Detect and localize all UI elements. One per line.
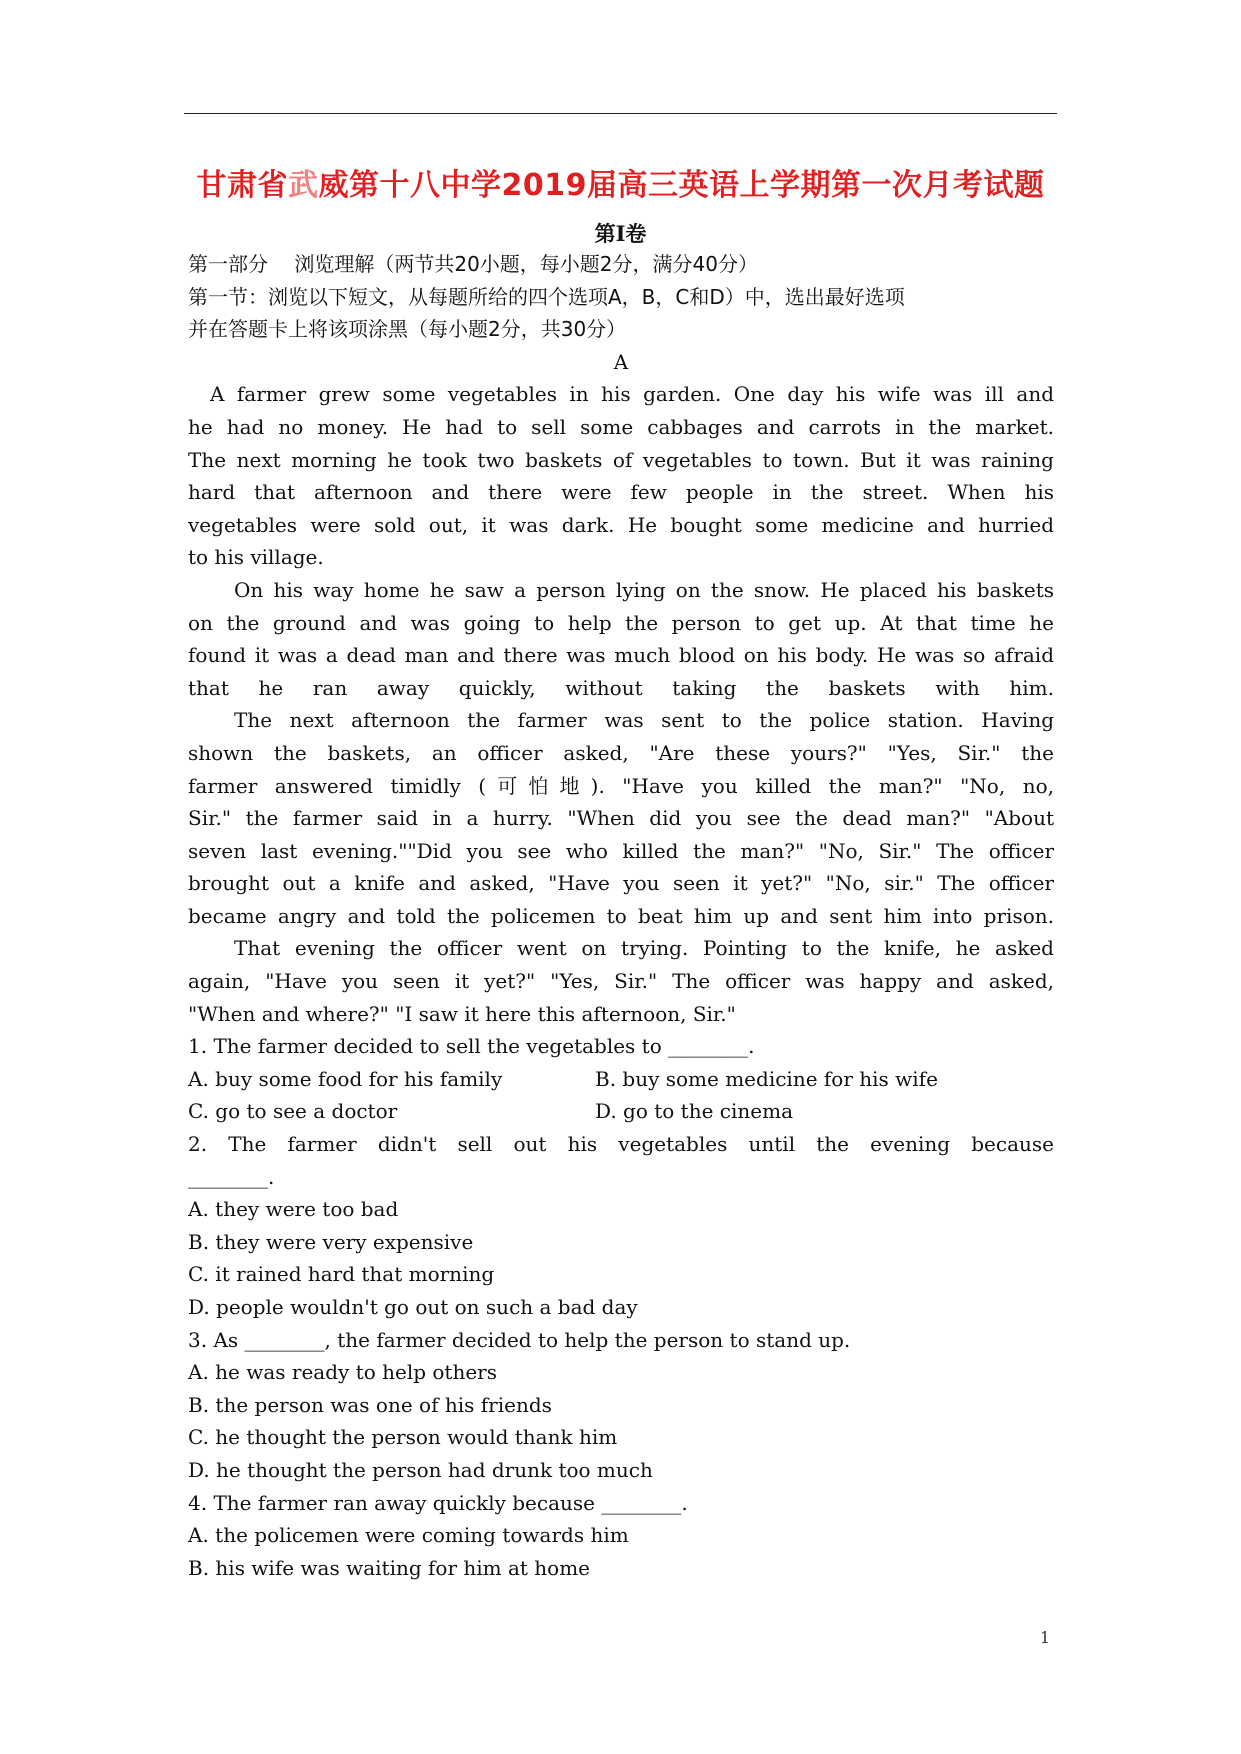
passage-line: became angry and told the policemen to beat him up and sent him into prison. bbox=[188, 903, 1054, 928]
top-rule bbox=[184, 113, 1057, 114]
passage-line: hard that afternoon and there were few people in the street. When his bbox=[188, 480, 1054, 505]
passage-line: "When and where?" "I saw it here this afternoon, Sir." bbox=[188, 1001, 736, 1026]
passage-line: he had no money. He had to sell some cabbages and carrots in the market. bbox=[188, 414, 1054, 439]
exam-content bbox=[188, 248, 1054, 1584]
passage-line: again, "Have you seen it yet?" "Yes, Sir." The officer was happy and asked, bbox=[188, 969, 1054, 994]
question-1 bbox=[188, 1030, 1054, 1128]
passage-line: seven last evening.""Did you see who killed the man?" "No, Sir." The officer bbox=[188, 838, 1054, 863]
question-stem: 1. The farmer decided to sell the vegetables to ________. bbox=[188, 1034, 755, 1059]
passage-line: on the ground and was going to help the person to get up. At that time he bbox=[188, 610, 1054, 635]
option-a: A. buy some food for his family bbox=[188, 1066, 503, 1091]
part1-instruction: 第一部分 浏览理解（两节共20小题，每小题2分，满分40分） bbox=[188, 252, 758, 276]
passage-line: Sir." the farmer said in a hurry. "When did you see the dead man?" "About bbox=[188, 806, 1054, 831]
option-a: A. he was ready to help others bbox=[188, 1360, 498, 1385]
question-stem: 3. As ________, the farmer decided to help the person to stand up. bbox=[188, 1327, 851, 1352]
option-b: B. they were very expensive bbox=[188, 1229, 474, 1254]
passage-line: found it was a dead man and there was much blood on his body. He was so afraid bbox=[188, 643, 1054, 668]
option-c: C. it rained hard that morning bbox=[188, 1262, 495, 1287]
exam-title bbox=[184, 160, 1057, 204]
option-a: A. they were too bad bbox=[188, 1197, 399, 1222]
title-part1: 甘肃省 bbox=[196, 168, 288, 203]
option-b: B. the person was one of his friends bbox=[188, 1392, 552, 1417]
question-stem: 2. The farmer didn't sell out his vegetables until the evening because bbox=[188, 1132, 1054, 1157]
passage-line: That evening the officer went on trying. Pointing to the knife, he asked bbox=[234, 936, 1054, 961]
passage-label: A bbox=[613, 349, 629, 374]
section1-instruction-line2: 并在答题卡上将该项涂黑（每小题2分，共30分） bbox=[188, 317, 627, 342]
volume-heading: 第Ⅰ卷 bbox=[594, 221, 647, 246]
option-d: D. he thought the person had drunk too much bbox=[188, 1457, 653, 1482]
title-stamp-char: 武 bbox=[288, 168, 319, 203]
passage-line: The next morning he took two baskets of vegetables to town. But it was raining bbox=[188, 447, 1054, 472]
passage-line: vegetables were sold out, it was dark. He bought some medicine and hurried bbox=[188, 512, 1054, 537]
option-c: C. go to see a doctor bbox=[188, 1099, 398, 1124]
passage-line: The next afternoon the farmer was sent to the police station. Having bbox=[234, 708, 1054, 733]
passage-line: to his village. bbox=[188, 545, 324, 570]
option-a: A. the policemen were coming towards him bbox=[188, 1523, 629, 1548]
passage-line: farmer answered timidly (可怕地). "Have you killed the man?" "No, no, bbox=[188, 773, 1054, 798]
passage bbox=[188, 378, 1054, 1030]
question-2 bbox=[188, 1128, 1054, 1324]
question-stem: 4. The farmer ran away quickly because ________. bbox=[188, 1490, 688, 1515]
passage-line: that he ran away quickly, without taking the baskets with him. bbox=[188, 675, 1054, 700]
option-d: D. people wouldn't go out on such a bad day bbox=[188, 1295, 638, 1319]
option-row bbox=[188, 1063, 1054, 1096]
option-d: D. go to the cinema bbox=[595, 1099, 793, 1124]
question-4 bbox=[188, 1487, 1054, 1585]
title-part2: 威第十八中学2019届高三英语上学期第一次月考试题 bbox=[318, 168, 1045, 203]
passage-line: A farmer grew some vegetables in his garden. One day his wife was ill and bbox=[210, 382, 1054, 407]
page-number: 1 bbox=[1039, 1628, 1051, 1647]
section1-instruction-line1: 第一节：浏览以下短文，从每题所给的四个选项A，B，C和D）中，选出最好选项 bbox=[188, 284, 905, 309]
option-c: C. he thought the person would thank him bbox=[188, 1425, 618, 1450]
question-3 bbox=[188, 1324, 1054, 1487]
passage-line: brought out a knife and asked, "Have you seen it yet?" "No, sir." The officer bbox=[188, 871, 1054, 896]
question-stem-cont: ________. bbox=[188, 1164, 275, 1189]
option-row bbox=[188, 1095, 1054, 1128]
option-b: B. buy some medicine for his wife bbox=[595, 1066, 938, 1091]
passage-line: On his way home he saw a person lying on the snow. He placed his baskets bbox=[234, 577, 1054, 602]
passage-line: shown the baskets, an officer asked, "Are these yours?" "Yes, Sir." the bbox=[188, 740, 1054, 765]
option-b: B. his wife was waiting for him at home bbox=[188, 1555, 591, 1580]
